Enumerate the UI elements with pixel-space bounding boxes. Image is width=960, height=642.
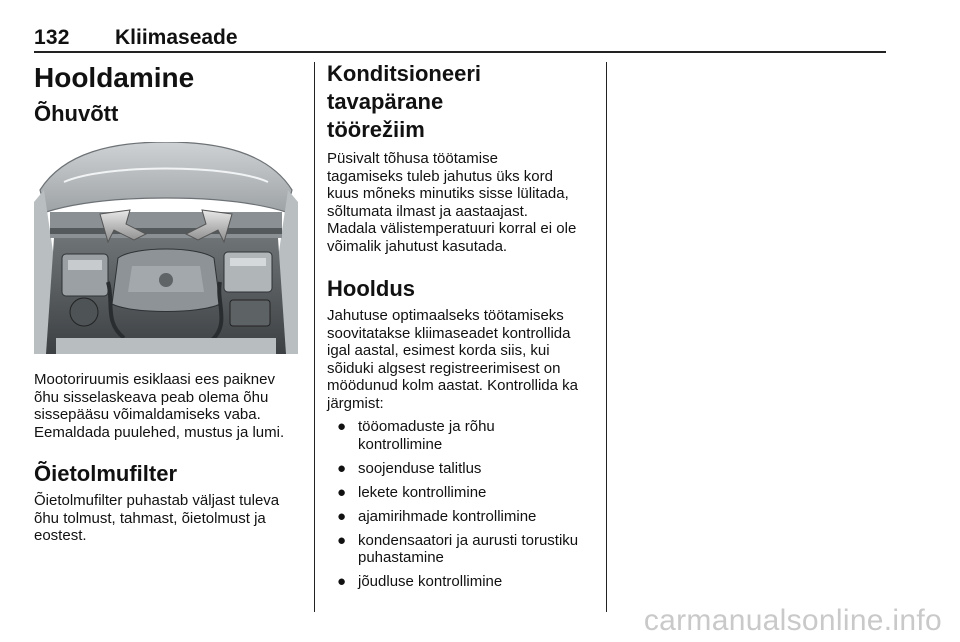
bullet-icon: ● [337, 483, 347, 501]
text-line: Eemaldada puulehed, mustus ja lumi. [34, 423, 285, 441]
text-line: ajamirihmade kontrollimine [358, 507, 537, 525]
text-line: sõltumata ilmast ja aastaajast. [327, 202, 528, 220]
list-item [327, 532, 595, 567]
text-line: õhu tolmust, tahmast, õietolmust ja [34, 509, 266, 527]
text-line: kontrollimine [358, 435, 443, 453]
text-line: puhastamine [358, 549, 444, 566]
bullet-icon: ● [337, 573, 347, 590]
text-line: kondensaatori ja aurusti torustiku [358, 531, 579, 549]
column-divider-2 [606, 62, 607, 612]
bullet-icon: ● [337, 418, 347, 435]
text-line: Jahutuse optimaalseks töötamiseks [327, 307, 564, 324]
section-heading: Hooldamine [34, 62, 195, 93]
text-line: jõudluse kontrollimine [358, 573, 503, 590]
subheading-service: Hooldus [327, 276, 415, 301]
page-number: 132 [34, 26, 70, 49]
bullet-icon: ● [337, 459, 347, 477]
subheading-normal-operation [327, 60, 595, 144]
text-line: Madala välistemperatuuri korral ei ole [327, 220, 577, 237]
bullet-icon: ● [337, 507, 347, 525]
engine-bay-image [34, 142, 298, 354]
chapter-title: Kliimaseade [115, 26, 238, 49]
list-item [327, 573, 595, 591]
text-line: möödunud kolm aastat. Kontrollida ka [327, 377, 578, 394]
bullet-icon: ● [337, 531, 347, 549]
text-line: lekete kontrollimine [358, 483, 487, 501]
text-line: igal aastal, esimest korda siis, kui [327, 342, 550, 359]
text-line: Püsivalt tõhusa töötamise [327, 150, 498, 167]
text-line: kuus mõneks minutiks sisse lülitada, [327, 185, 569, 202]
subheading-air-intake: Õhuvõtt [34, 101, 119, 126]
column-divider-1 [314, 62, 315, 612]
text-line: järgmist: [327, 394, 384, 412]
text-line: tagamiseks tuleb jahutus üks kord [327, 167, 553, 185]
text-line: õhu sisselaskeava peab olema õhu [34, 388, 269, 406]
text-line: eostest. [34, 527, 87, 544]
text-line: soojenduse talitlus [358, 459, 482, 477]
header-divider [34, 51, 886, 53]
operation-text [327, 150, 595, 255]
list-item [327, 460, 595, 478]
list-item [327, 484, 595, 502]
left-column [34, 60, 304, 545]
heading-line: Konditsioneeri tavapärane [327, 61, 482, 114]
checklist [327, 418, 595, 591]
text-line: sissepääsu võimaldamiseks vaba. [34, 406, 261, 423]
service-text [327, 307, 595, 412]
pollen-filter-text [34, 492, 304, 545]
text-line: soovitatakse kliimaseadet kontrollida [327, 324, 571, 342]
text-line: tööomaduste ja rõhu [358, 418, 495, 435]
list-item [327, 418, 595, 453]
subheading-pollen-filter: Õietolmufilter [34, 461, 178, 486]
text-line: võimalik jahutust kasutada. [327, 237, 508, 255]
text-line: Mootoriruumis esiklaasi ees paiknev [34, 371, 275, 388]
watermark: carmanualsonline.info [643, 604, 942, 637]
text-line: Õietolmufilter puhastab väljast tuleva [34, 492, 280, 509]
air-intake-text [34, 371, 304, 441]
text-line: sõiduki algsest registreerimisest on [327, 359, 561, 377]
middle-column [327, 60, 595, 597]
list-item [327, 508, 595, 526]
heading-line: töörežiim [327, 117, 425, 142]
